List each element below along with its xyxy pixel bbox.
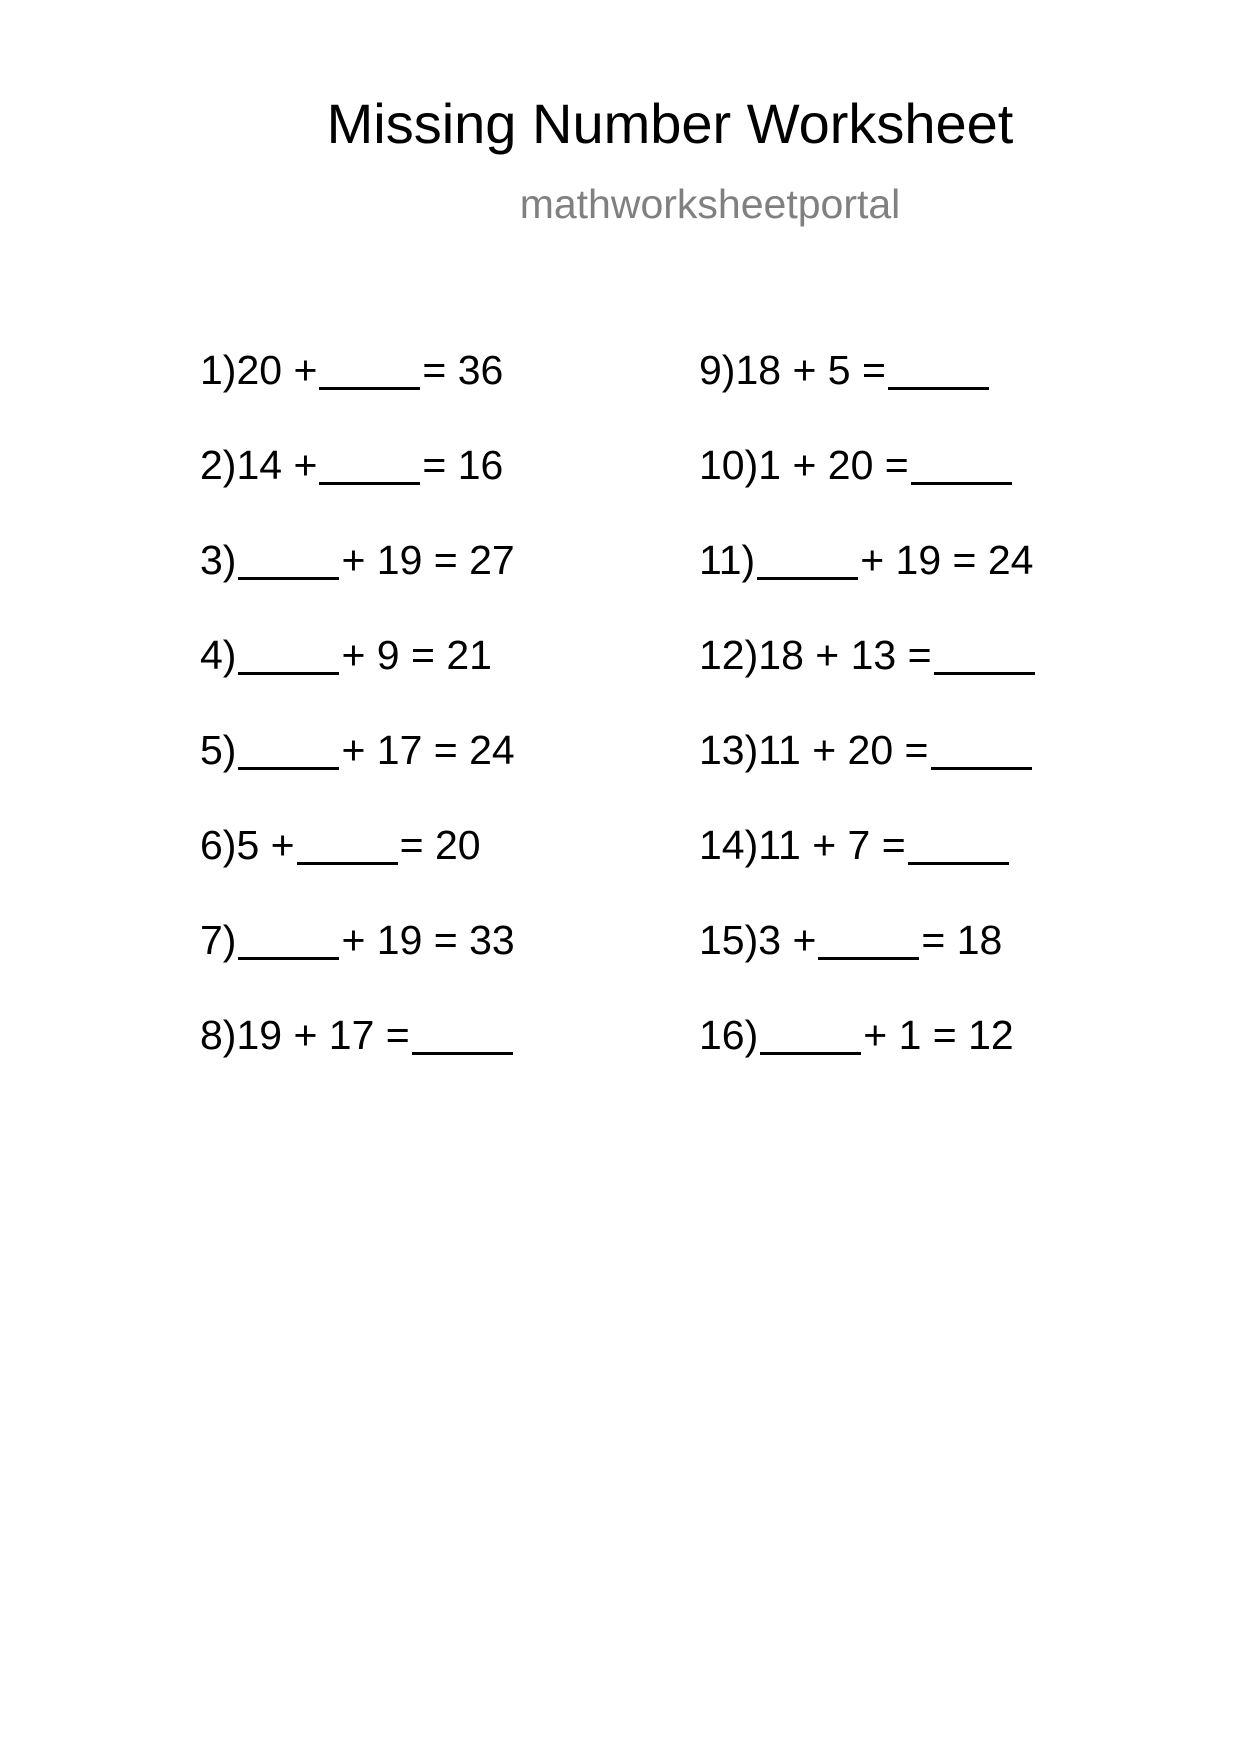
- problem-number: 2): [200, 442, 237, 488]
- problem-item: [699, 442, 1037, 540]
- problem-expression-before: 3 +: [758, 917, 817, 963]
- problem-item: [699, 1012, 1037, 1110]
- answer-blank[interactable]: [319, 445, 420, 485]
- answer-blank[interactable]: [818, 920, 919, 960]
- problem-expression-before: 1 + 20 =: [758, 442, 909, 488]
- answer-blank[interactable]: [888, 350, 989, 390]
- problem-item: [200, 727, 515, 825]
- problem-number: 7): [200, 917, 237, 963]
- problem-expression-before: 20 +: [236, 347, 318, 393]
- problem-number: 15): [699, 917, 759, 963]
- problem-item: [200, 632, 515, 730]
- problem-item: [699, 347, 1037, 445]
- problem-item: [200, 917, 515, 1015]
- problem-item: [200, 442, 515, 540]
- problem-item: [200, 822, 515, 920]
- problem-expression-after: + 1 = 12: [863, 1012, 1014, 1058]
- problem-expression-before: 11 + 20 =: [758, 727, 929, 773]
- problem-number: 6): [200, 822, 237, 868]
- problem-number: 12): [699, 632, 759, 678]
- answer-blank[interactable]: [931, 730, 1032, 770]
- answer-blank[interactable]: [760, 1015, 861, 1055]
- problem-expression-after: = 18: [921, 917, 1003, 963]
- problem-number: 5): [200, 727, 237, 773]
- problem-expression-before: 14 +: [236, 442, 318, 488]
- problem-expression-after: + 9 = 21: [341, 632, 492, 678]
- problem-expression-after: + 19 = 33: [341, 917, 515, 963]
- answer-blank[interactable]: [238, 635, 339, 675]
- problem-number: 1): [200, 347, 237, 393]
- problem-item: [699, 727, 1037, 825]
- problem-number: 9): [699, 347, 736, 393]
- problem-column-right: [699, 347, 1037, 1110]
- answer-blank[interactable]: [412, 1015, 513, 1055]
- page-subtitle: mathworksheetportal: [519, 181, 901, 227]
- problem-expression-after: = 20: [399, 822, 481, 868]
- problem-expression-before: 11 + 7 =: [758, 822, 906, 868]
- problem-number: 11): [699, 537, 756, 583]
- problem-expression-after: + 19 = 27: [341, 537, 515, 583]
- answer-blank[interactable]: [319, 350, 420, 390]
- answer-blank[interactable]: [757, 540, 858, 580]
- answer-blank[interactable]: [911, 445, 1012, 485]
- problem-expression-after: = 36: [422, 347, 504, 393]
- answer-blank[interactable]: [908, 825, 1009, 865]
- problem-number: 13): [699, 727, 759, 773]
- problem-expression-before: 19 + 17 =: [236, 1012, 410, 1058]
- problem-item: [200, 1012, 515, 1110]
- problem-number: 3): [200, 537, 237, 583]
- problem-expression-after: = 16: [422, 442, 504, 488]
- answer-blank[interactable]: [238, 920, 339, 960]
- problem-item: [699, 917, 1037, 1015]
- answer-blank[interactable]: [934, 635, 1035, 675]
- answer-blank[interactable]: [238, 540, 339, 580]
- problem-item: [200, 347, 515, 445]
- problem-number: 4): [200, 632, 237, 678]
- problem-item: [699, 822, 1037, 920]
- problem-number: 16): [699, 1012, 759, 1058]
- problem-expression-after: + 17 = 24: [341, 727, 515, 773]
- problem-expression-after: + 19 = 24: [860, 537, 1034, 583]
- problem-number: 14): [699, 822, 759, 868]
- problem-expression-before: 18 + 5 =: [735, 347, 886, 393]
- problem-column-left: [200, 347, 515, 1110]
- problem-expression-before: 5 +: [236, 822, 295, 868]
- problem-expression-before: 18 + 13 =: [758, 632, 932, 678]
- problem-number: 8): [200, 1012, 237, 1058]
- answer-blank[interactable]: [297, 825, 398, 865]
- problem-item: [699, 632, 1037, 730]
- page-title: Missing Number Worksheet: [326, 92, 1014, 155]
- problem-item: [699, 537, 1037, 635]
- problem-number: 10): [699, 442, 759, 488]
- problem-item: [200, 537, 515, 635]
- answer-blank[interactable]: [238, 730, 339, 770]
